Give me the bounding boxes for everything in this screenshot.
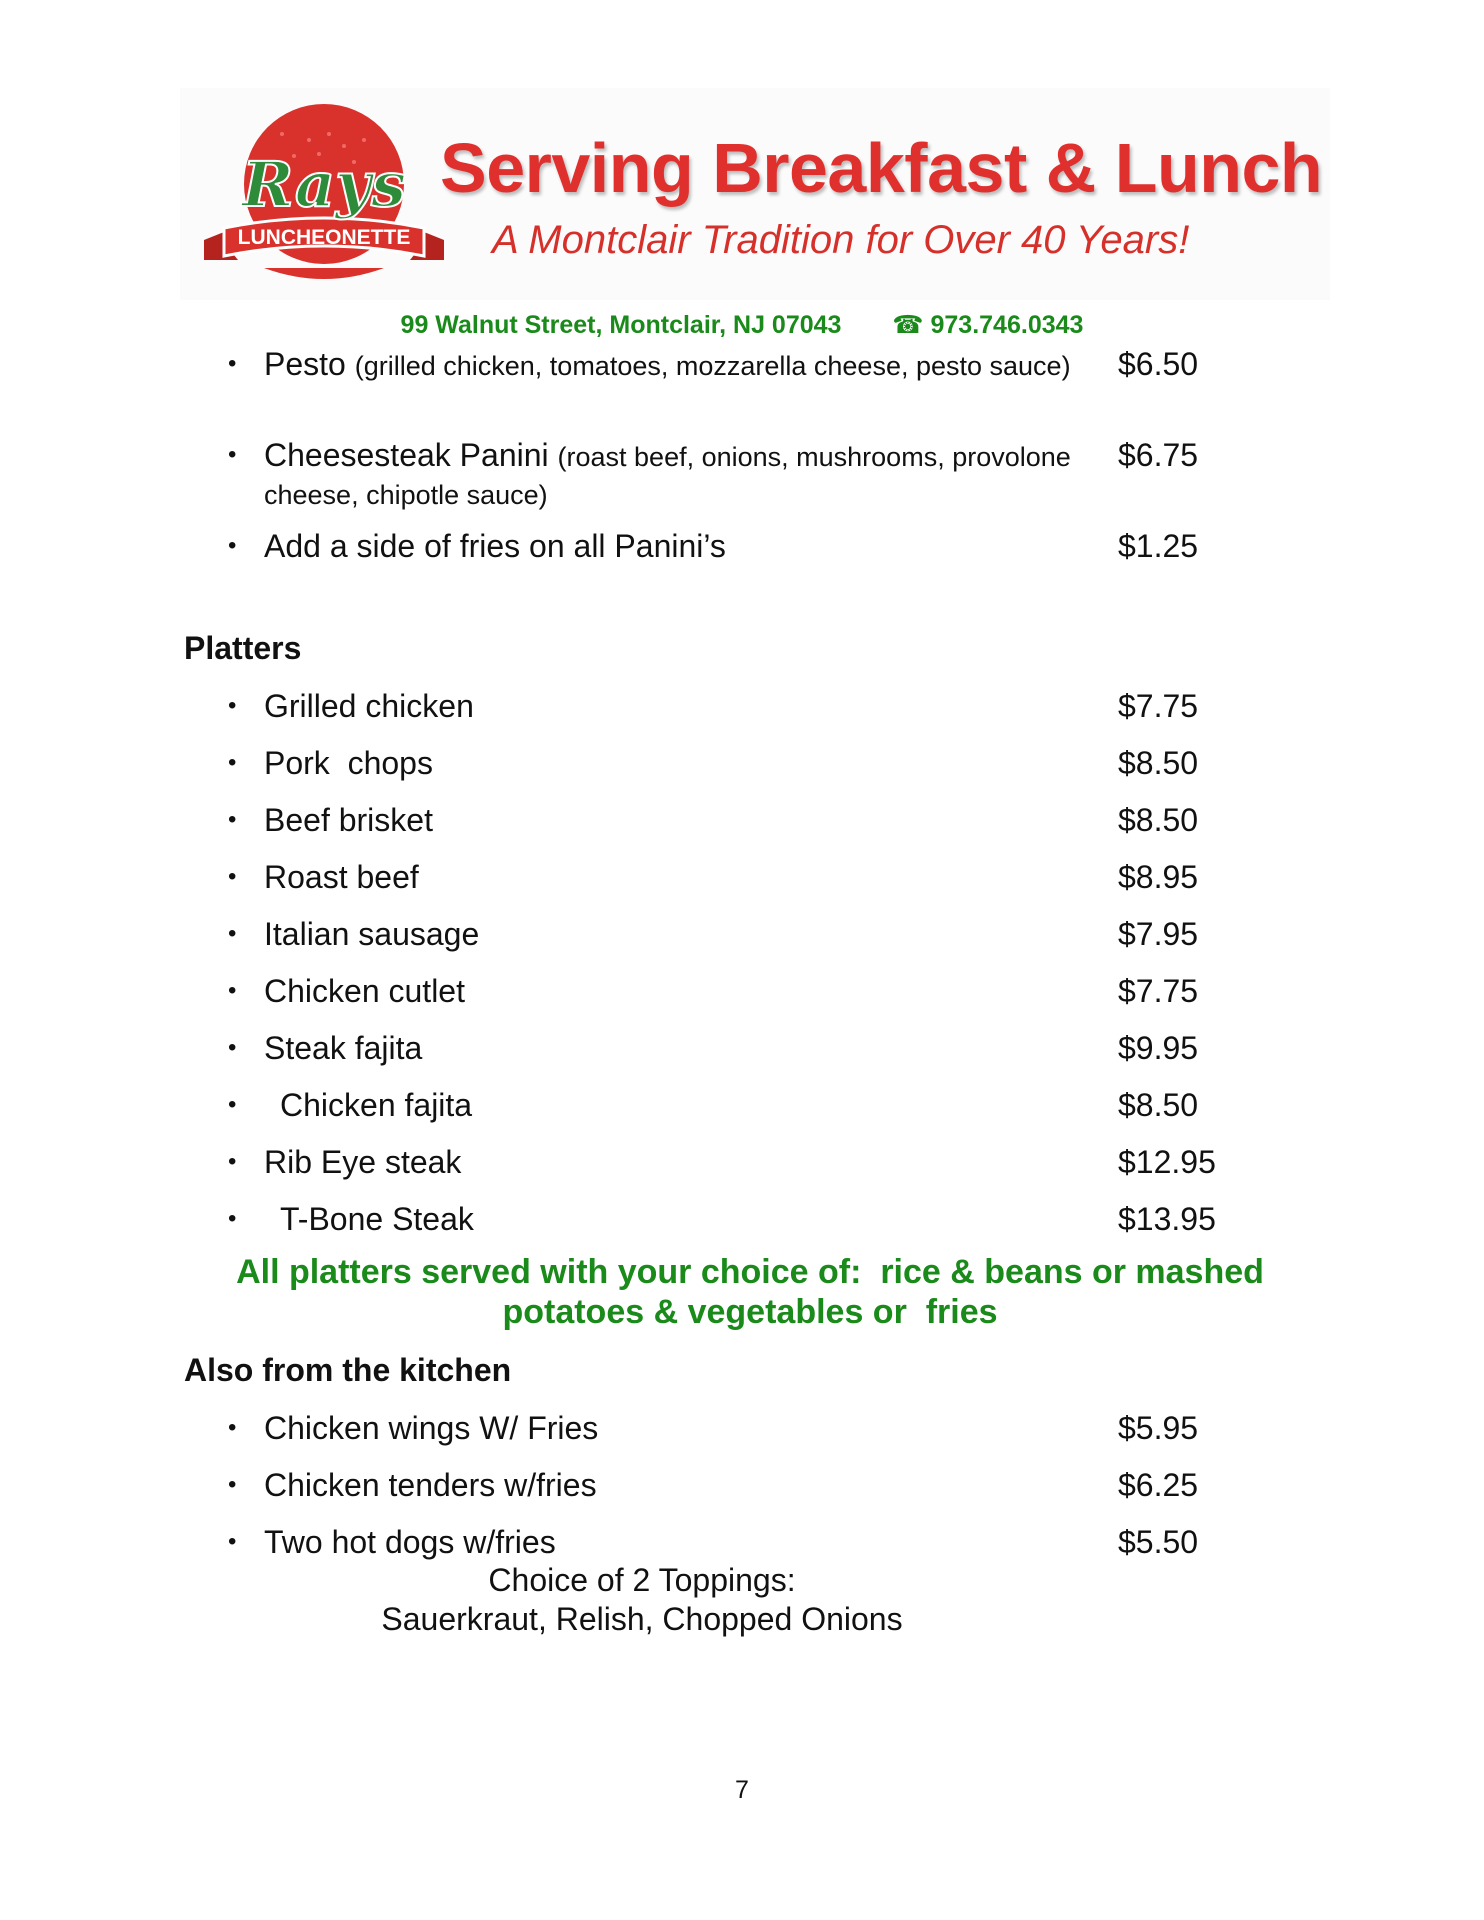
section-heading-platters: Platters [184, 630, 302, 666]
item-price: $13.95 [1118, 1201, 1216, 1237]
bullet: • [228, 863, 237, 890]
item-price: $5.50 [1118, 1524, 1199, 1560]
bullet: • [228, 441, 237, 468]
item-name: Pork chops [264, 745, 433, 781]
bullet: • [228, 1471, 237, 1498]
rays-luncheonette-logo [194, 100, 444, 290]
phone-number: ☎ 973.746.0343 [892, 311, 1084, 339]
bullet: • [228, 1205, 237, 1232]
item-price: $8.50 [1118, 745, 1199, 781]
platters-note-line1: All platters served with your choice of: rice & beans or mashed [236, 1253, 1264, 1291]
platters-note [190, 1252, 1310, 1332]
bullet: • [228, 350, 237, 377]
item-price: $6.25 [1118, 1467, 1199, 1503]
item-price: $8.50 [1118, 802, 1199, 838]
svg-text:LUNCHEONETTE: LUNCHEONETTE [237, 226, 411, 249]
item-name: Chicken wings W/ Fries [264, 1410, 599, 1446]
item-price: $6.50 [1118, 346, 1199, 382]
item-price: $5.95 [1118, 1410, 1199, 1446]
bullet: • [228, 749, 237, 776]
bullet: • [228, 1414, 237, 1441]
svg-text:Rays: Rays [241, 148, 407, 221]
item-price: $7.75 [1118, 973, 1199, 1009]
item-name: Rib Eye steak [264, 1144, 462, 1180]
item-price: $12.95 [1118, 1144, 1216, 1180]
toppings-heading: Choice of 2 Toppings: [488, 1562, 796, 1598]
bullet: • [228, 692, 237, 719]
item-name: Add a side of fries on all Panini’s [264, 528, 726, 564]
address-line [0, 310, 1484, 340]
item-name: Italian sausage [264, 916, 480, 952]
header-banner [180, 88, 1330, 300]
platters-note-line2: potatoes & vegetables or fries [502, 1293, 998, 1331]
item-description: (grilled chicken, tomatoes, mozzarella cheese, pesto sauce) [354, 351, 1071, 381]
toppings-list: Sauerkraut, Relish, Chopped Onions [381, 1601, 903, 1637]
item-price: $7.75 [1118, 688, 1199, 724]
bullet: • [228, 1091, 237, 1118]
address: 99 Walnut Street, Montclair, NJ 07043 [400, 311, 842, 339]
bullet: • [228, 977, 237, 1004]
item-price: $8.95 [1118, 859, 1199, 895]
bullet: • [228, 1034, 237, 1061]
item-name: Chicken cutlet [264, 973, 465, 1009]
item-price: $9.95 [1118, 1030, 1199, 1066]
subtagline: A Montclair Tradition for Over 40 Years! [492, 218, 1190, 262]
item-name: Steak fajita [264, 1030, 423, 1066]
bullet: • [228, 1528, 237, 1555]
item-name: Pesto [264, 346, 346, 382]
item-description: (roast beef, onions, mushrooms, provolone cheese, chipotle sauce) [264, 442, 1071, 510]
page-number: 7 [735, 1776, 749, 1804]
item-name: Roast beef [264, 859, 419, 895]
tagline: Serving Breakfast & Lunch [440, 129, 1323, 207]
bullet: • [228, 532, 237, 559]
item-price: $7.95 [1118, 916, 1199, 952]
phone-icon: ☎ [892, 311, 924, 339]
item-name: Grilled chicken [264, 688, 474, 724]
bullet: • [228, 806, 237, 833]
bullet: • [228, 920, 237, 947]
item-name: Two hot dogs w/fries [264, 1524, 556, 1560]
item-name: Chicken tenders w/fries [264, 1467, 597, 1503]
item-name: Beef brisket [264, 802, 433, 838]
item-price: $8.50 [1118, 1087, 1199, 1123]
section-heading-kitchen: Also from the kitchen [184, 1352, 512, 1388]
bullet: • [228, 1148, 237, 1175]
item-name: Cheesesteak Panini [264, 437, 549, 473]
item-name: Chicken fajita [280, 1087, 473, 1123]
item-price: $6.75 [1118, 437, 1199, 473]
item-name: T-Bone Steak [280, 1201, 474, 1237]
item-price: $1.25 [1118, 528, 1199, 564]
